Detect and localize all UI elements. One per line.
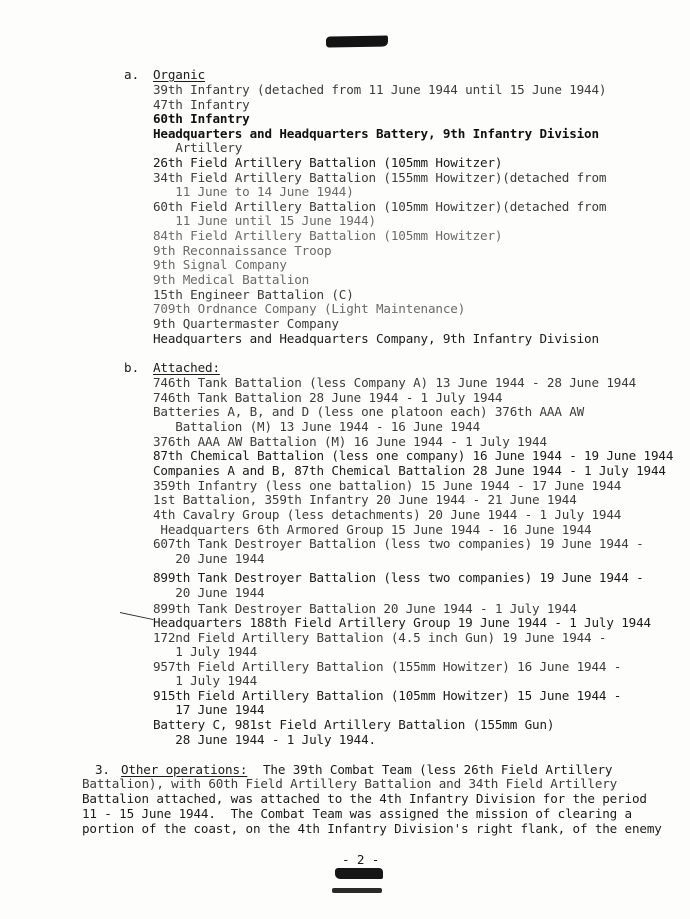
attached-line: Battalion (M) 13 June 1944 - 16 June 1944 [153,419,481,434]
organic-line: 9th Medical Battalion [153,272,310,287]
attached-line: 172nd Field Artillery Battalion (4.5 inch Gun) 19 June 1944 - [153,630,607,645]
organic-line: 34th Field Artillery Battalion (155mm Howitzer)(detached from [153,170,607,185]
organic-line: 26th Field Artillery Battalion (105mm Howitzer) [153,155,503,170]
paragraph-line: 11 - 15 June 1944. The Combat Team was assigned the mission of clearing a [82,806,632,821]
organic-line: 9th Signal Company [153,257,287,272]
paragraph-line: Battalion), with 60th Field Artillery Battalion and 34th Field Artillery [82,776,618,791]
section-b-label: b. [124,360,140,375]
pen-mark [120,612,153,620]
organic-line: 39th Infantry (detached from 11 June 1944 until 15 June 1944) [153,82,607,97]
organic-line: Headquarters and Headquarters Company, 9th Infantry Division [153,331,599,346]
section-a-label: a. [124,67,140,82]
attached-line: 746th Tank Battalion (less Company A) 13 June 1944 - 28 June 1944 [153,375,637,390]
paragraph-heading: Other operations: [121,762,248,777]
organic-line: 15th Engineer Battalion (C) [153,287,354,302]
attached-line: 1 July 1944 [153,673,258,688]
attached-line: 957th Field Artillery Battalion (155mm Howitzer) 16 June 1944 - [153,659,622,674]
section-a-heading: Organic [153,67,206,82]
attached-line: Headquarters 6th Armored Group 15 June 1944 - 16 June 1944 [153,522,592,537]
attached-line: 17 June 1944 [153,702,265,717]
attached-line: 20 June 1944 [153,551,265,566]
redaction-mark-bottom-line [332,888,382,893]
organic-line: 709th Ordnance Company (Light Maintenance) [153,301,466,316]
organic-line: 84th Field Artillery Battalion (105mm Howitzer) [153,228,503,243]
attached-line: 87th Chemical Battalion (less one company) 16 June 1944 - 19 June 1944 [153,448,674,463]
redaction-mark-top [326,35,388,47]
organic-line: 60th Infantry [153,111,250,126]
attached-line: 4th Cavalry Group (less detachments) 20 June 1944 - 1 July 1944 [153,507,622,522]
attached-line: 915th Field Artillery Battalion (105mm Howitzer) 15 June 1944 - [153,688,622,703]
attached-line: 359th Infantry (less one battalion) 15 June 1944 - 17 June 1944 [153,478,622,493]
organic-line: 9th Quartermaster Company [153,316,339,331]
page-number: - 2 - [342,852,380,867]
organic-line: 47th Infantry [153,97,250,112]
attached-line: Companies A and B, 87th Chemical Battalion 28 June 1944 - 1 July 1944 [153,463,666,478]
organic-line: 11 June to 14 June 1944) [153,184,354,199]
paragraph-line: Battalion attached, was attached to the 4th Infantry Division for the period [82,791,647,806]
organic-line: 9th Reconnaissance Troop [153,243,332,258]
attached-line: 899th Tank Destroyer Battalion 20 June 1944 - 1 July 1944 [153,601,577,616]
attached-line: 1 July 1944 [153,644,258,659]
attached-line: 746th Tank Battalion 28 June 1944 - 1 July 1944 [153,390,503,405]
attached-line: 1st Battalion, 359th Infantry 20 June 1944 - 21 June 1944 [153,492,577,507]
attached-line: 376th AAA AW Battalion (M) 16 June 1944 - 1 July 1944 [153,434,547,449]
attached-line: 899th Tank Destroyer Battalion (less two companies) 19 June 1944 - [153,570,644,585]
organic-line: 60th Field Artillery Battalion (105mm Howitzer)(detached from [153,199,607,214]
organic-line: 11 June until 15 June 1944) [153,213,376,228]
attached-line: Batteries A, B, and D (less one platoon each) 376th AAA AW [153,404,585,419]
section-b-heading: Attached: [153,360,220,375]
attached-line: 28 June 1944 - 1 July 1944. [153,732,376,747]
attached-line: Headquarters 188th Field Artillery Group 19 June 1944 - 1 July 1944 [153,615,651,630]
organic-line: Artillery [153,140,243,155]
attached-line: 20 June 1944 [153,585,265,600]
organic-line: Headquarters and Headquarters Battery, 9th Infantry Division [153,126,599,141]
redaction-mark-bottom [335,868,383,879]
attached-line: Battery C, 981st Field Artillery Battalion (155mm Gun) [153,717,555,732]
attached-line: 607th Tank Destroyer Battalion (less two companies) 19 June 1944 - [153,536,644,551]
paragraph-number: 3. [95,762,110,777]
paragraph-line: portion of the coast, on the 4th Infantry Division's right flank, of the enemy [82,821,662,836]
paragraph-first-line: The 39th Combat Team (less 26th Field Artillery [263,762,613,777]
